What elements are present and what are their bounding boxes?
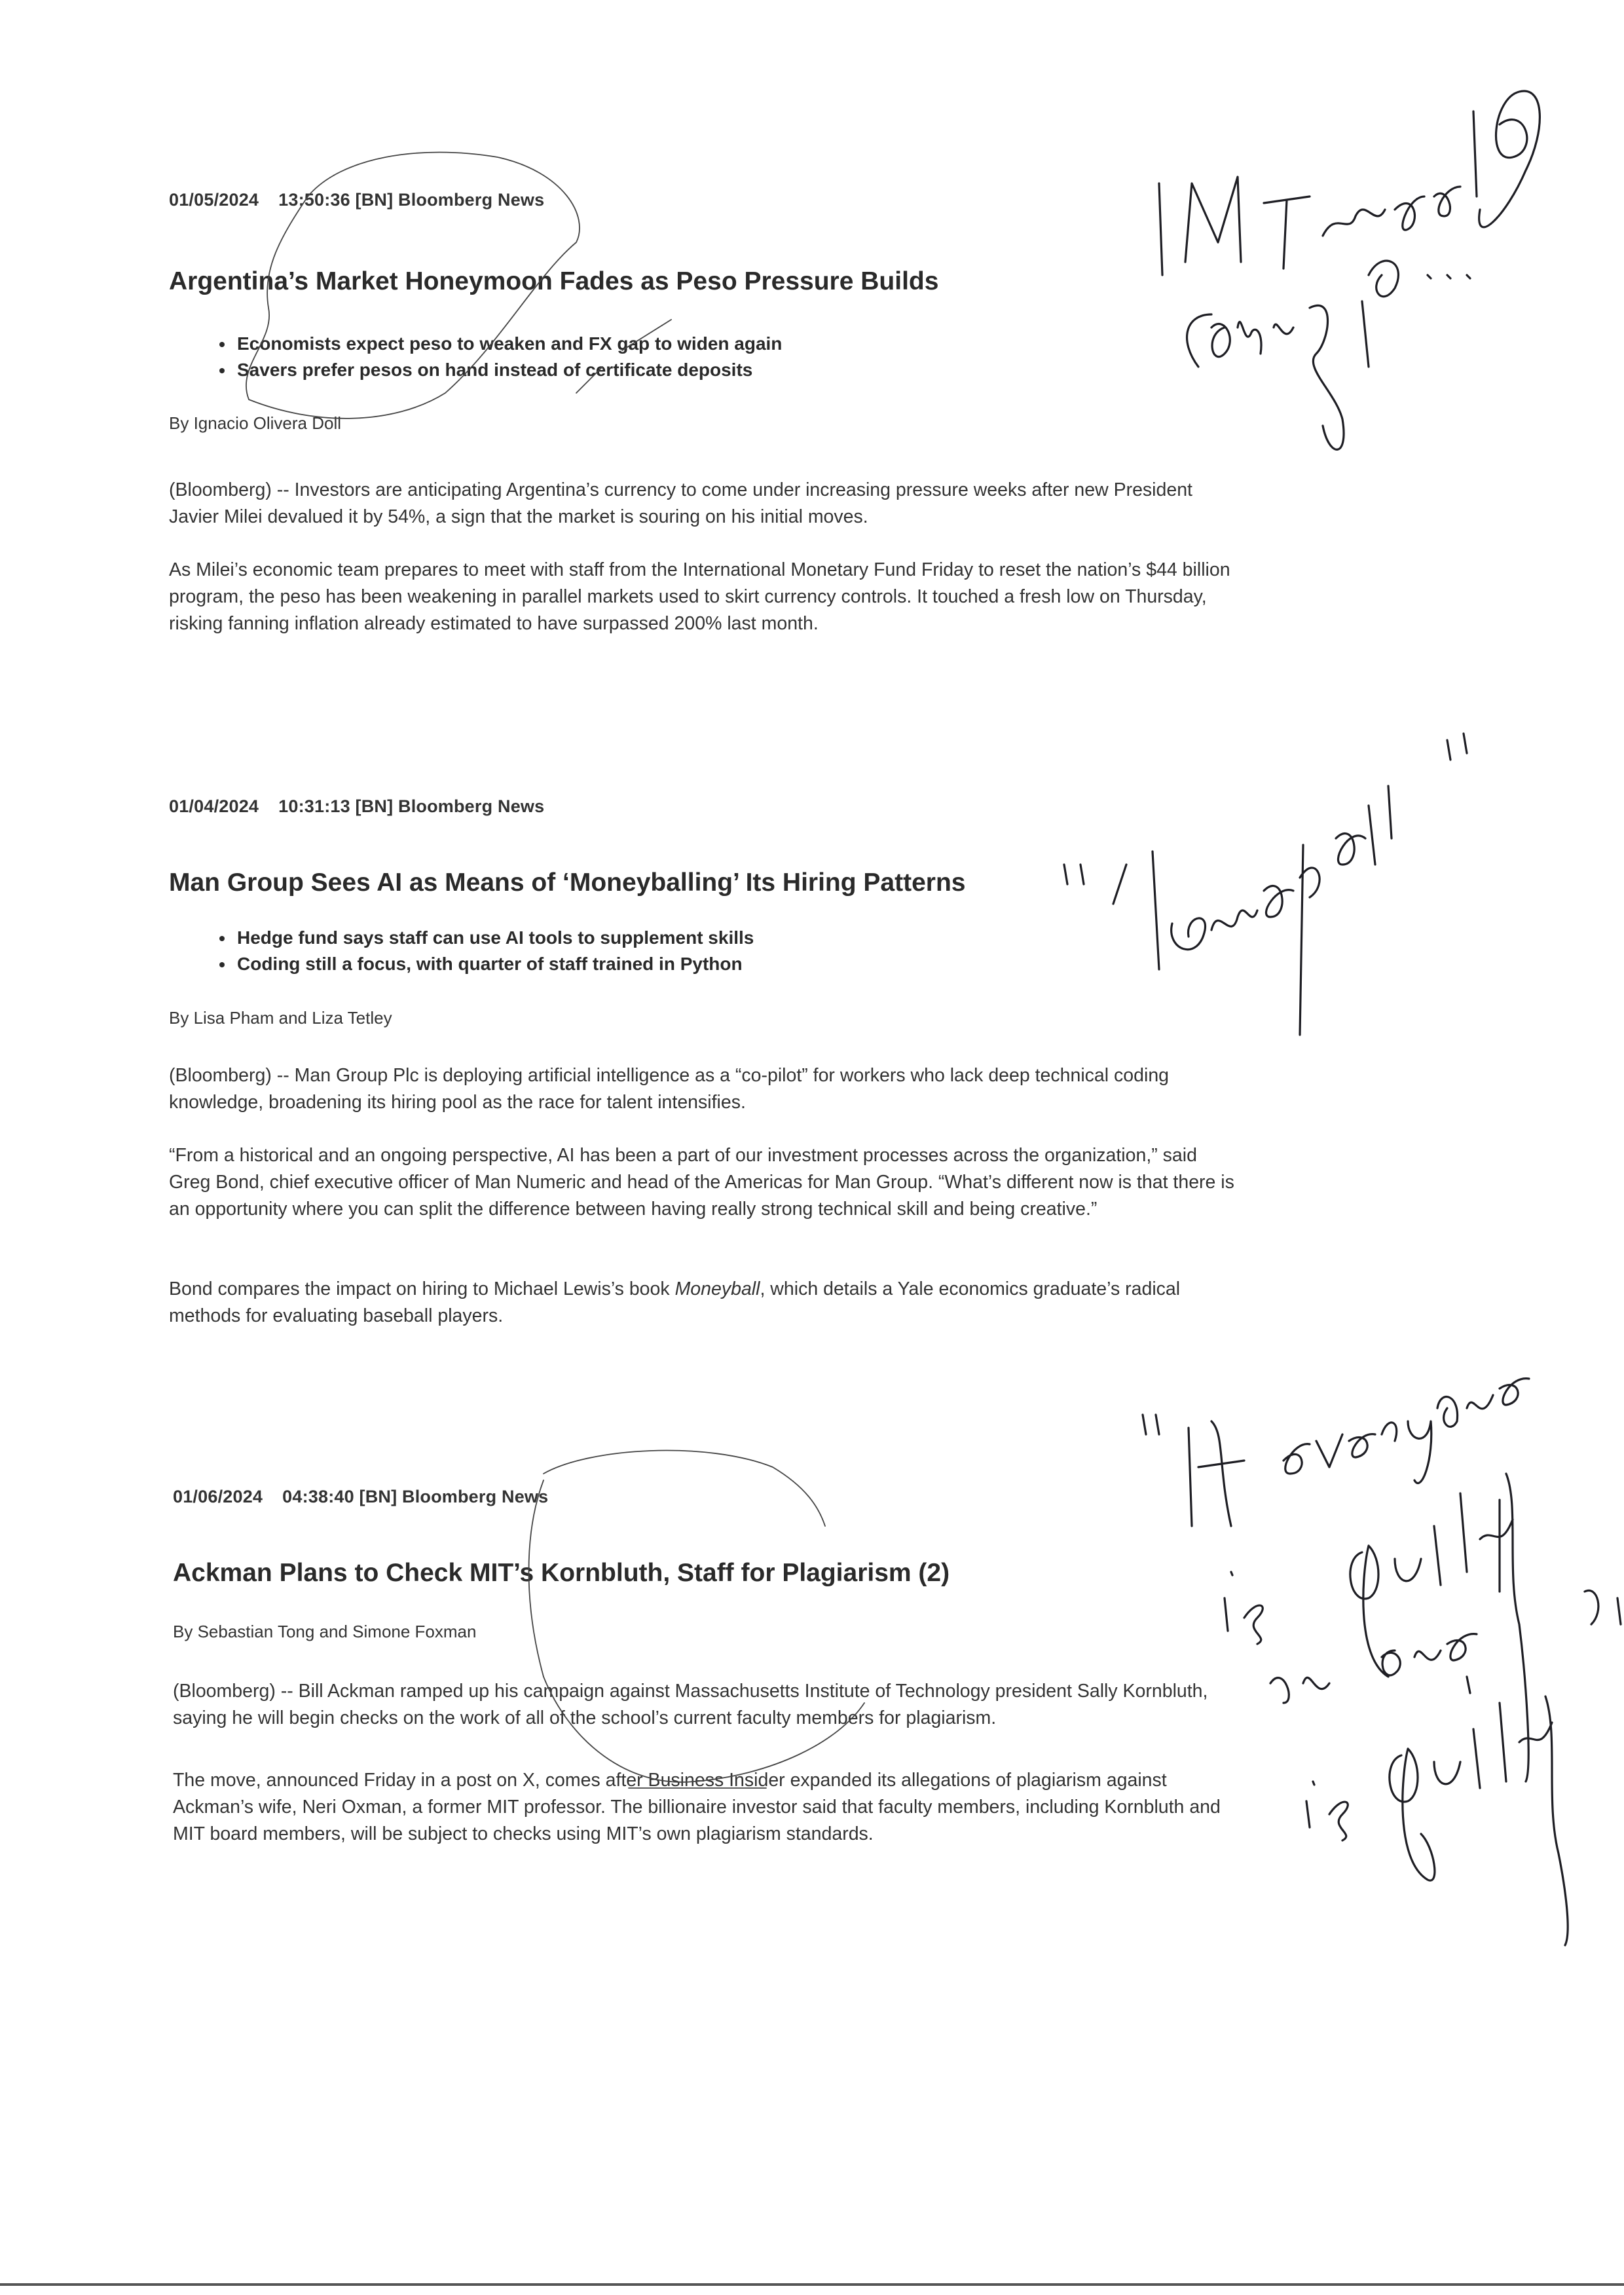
article-1-paragraph: (Bloomberg) -- Investors are anticipating Argentina’s currency to come under increasing pressure weeks after new President Javier Milei devalued it by 54%, a sign that the market is souring on his initial moves. <box>169 479 1192 527</box>
article-3-date: 01/06/2024 <box>173 1487 263 1506</box>
article-3-headline: Ackman Plans to Check MIT’s Kornbluth, Staff for Plagiarism (2) <box>173 1559 950 1587</box>
article-1-paragraph: As Milei’s economic team prepares to meet with staff from the International Monetary Fund Friday to reset the nation’s $44 billion program, the peso has been weakening in parallel markets used to skirt currency controls. It touched a fresh low on Thursday, risking fanning inflation already estimated to have surpassed 200% last month. <box>169 559 1230 634</box>
article-2-byline: By Lisa Pham and Liza Tetley <box>169 1008 392 1028</box>
handwritten-note-mit-meeting <box>1159 91 1540 449</box>
article-2-bullets <box>169 925 754 977</box>
ink-arc-3 <box>529 1480 865 1782</box>
article-1-bullet: • Economists expect peso to weaken and FX gap to widen again <box>234 331 782 357</box>
article-1-date: 01/05/2024 <box>169 190 259 210</box>
article-3-byline: By Sebastian Tong and Simone Foxman <box>173 1622 477 1641</box>
article-2-last-para-text: Bond compares the impact on hiring to Michael Lewis’s book <box>169 1278 675 1299</box>
article-2-bullet: • Coding still a focus, with quarter of staff trained in Python <box>234 951 754 977</box>
handwritten-note-moneyball <box>1064 734 1467 1035</box>
handwritten-note-if-everyone-guilty <box>1143 1379 1621 1945</box>
article-1-dateline <box>169 190 544 210</box>
article-2-paragraph <box>169 1276 1243 1330</box>
article-2-paragraph: (Bloomberg) -- Man Group Plc is deploying artificial intelligence as a “co-pilot” for workers who lack deep technical coding knowledge, broadening its hiring pool as the race for talent intensifies. <box>169 1065 1170 1113</box>
article-1-bullet: • Savers prefer pesos on hand instead of certificate deposits <box>234 357 782 383</box>
article-2-dateline <box>169 796 544 817</box>
article-3-paragraph: The move, announced Friday in a post on X, comes after Business Insider expanded its allegations of plagiarism against Ackman’s wife, Neri Oxman, a former MIT professor. The billionaire investor said that faculty members, including Kornbluth and MIT board members, will be subject to checks using MIT’s own plagiarism standards. <box>173 1770 1221 1844</box>
article-2-bullet: • Hedge fund says staff can use AI tools to supplement skills <box>234 925 754 951</box>
article-2-date: 01/04/2024 <box>169 796 259 816</box>
article-1-headline: Argentina’s Market Honeymoon Fades as Peso Pressure Builds <box>169 267 939 295</box>
scan-edge-line <box>0 2283 1624 2286</box>
article-3-dateline <box>173 1487 548 1507</box>
article-3-time-source: 04:38:40 [BN] Bloomberg News <box>282 1487 549 1506</box>
ink-circle-3 <box>544 1451 825 1526</box>
article-2-paragraph: “From a historical and an ongoing perspective, AI has been a part of our investment processes across the organization,” said Greg Bond, chief executive officer of Man Numeric and head of the Americas for Man Group. “What’s different now is that there is an opportunity where you can split the difference between having really strong technical skill and being creative.” <box>169 1145 1234 1220</box>
article-2-headline: Man Group Sees AI as Means of ‘Moneyballing’ Its Hiring Patterns <box>169 868 966 897</box>
article-2-time-source: 10:31:13 [BN] Bloomberg News <box>278 796 545 816</box>
article-1-bullets <box>169 331 782 383</box>
article-2-book-title: Moneyball <box>674 1278 760 1299</box>
article-1-byline: By Ignacio Olivera Doll <box>169 413 341 433</box>
article-3-paragraph: (Bloomberg) -- Bill Ackman ramped up his campaign against Massachusetts Institute of Technology president Sally Kornbluth, saying he will begin checks on the work of all of the school’s current faculty members for plagiarism. <box>173 1681 1208 1728</box>
article-2-last-para-text: , which details a Yale economics graduate’s radical methods for evaluating baseball players. <box>169 1278 1181 1326</box>
article-1-time-source: 13:50:36 [BN] Bloomberg News <box>278 190 545 210</box>
